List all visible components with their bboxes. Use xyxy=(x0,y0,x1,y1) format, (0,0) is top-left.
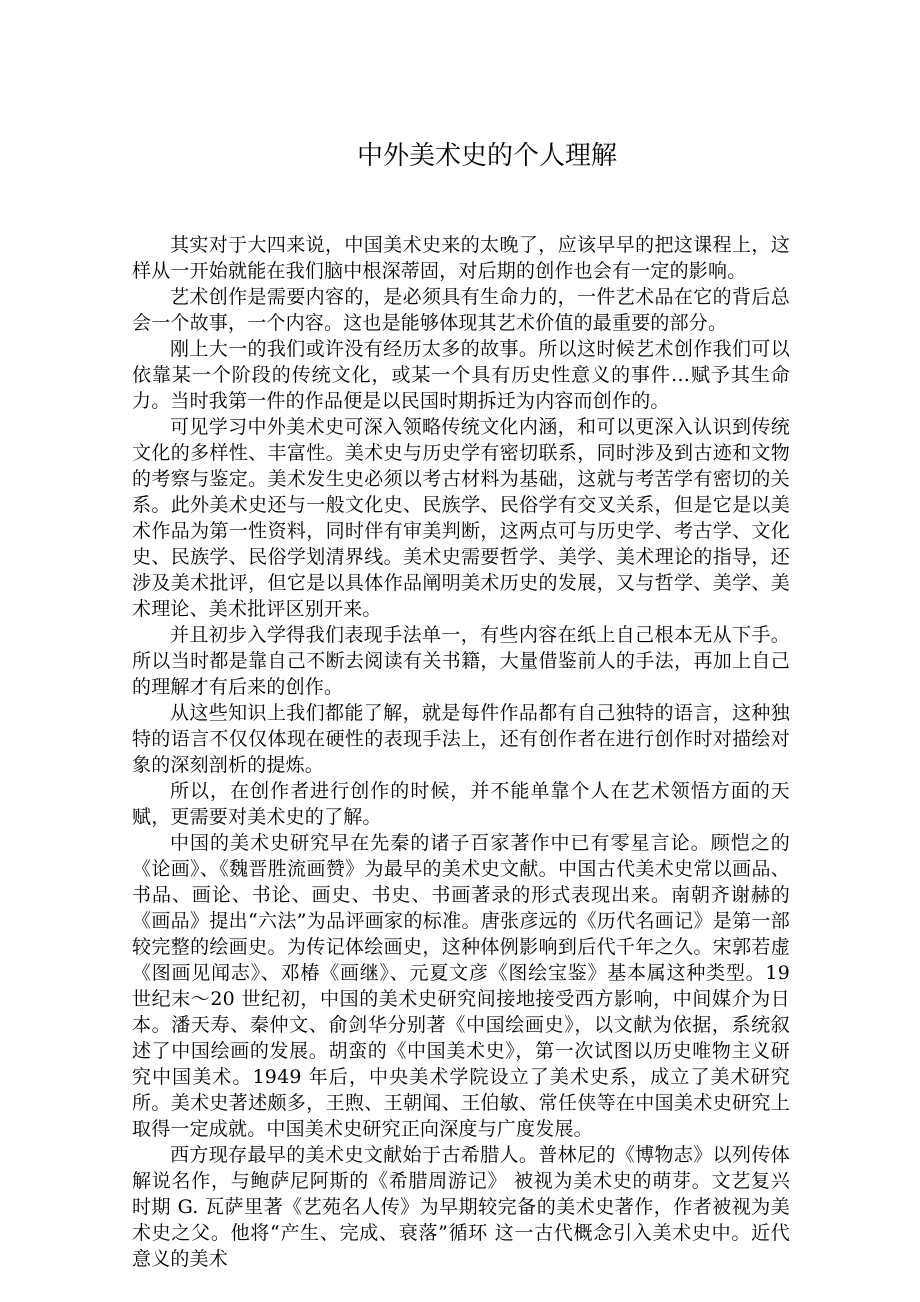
paragraph: 从这些知识上我们都能了解，就是每件作品都有自己独特的语言，这种独特的语言不仅仅体现在硬性的表现手法上，还有创作者在进行创作时对描绘对象的深刻剖析的提炼。 xyxy=(132,702,790,777)
paragraph: 所以，在创作者进行创作的时候，并不能单靠个人在艺术领悟方面的天赋，更需要对美术史的了解。 xyxy=(132,780,790,829)
paragraph: 中国的美术史研究早在先秦的诸子百家著作中已有零星言论。顾恺之的《论画》、《魏晋胜流画赞》为最早的美术史文献。中国古代美术史常以画品、书品、画论、书论、画史、书史、书画著录的形式表现出来。南朝齐谢赫的《画品》提出“六法”为品评画家的标准。唐张彦远的《历代名画记》是第一部较完整的绘画史。为传记体绘画史，这种体例影响到后代千年之久。宋郭若虚《图画见闻志》、邓椿《画继》、元夏文彦《图绘宝鉴》基本属这种类型。19 世纪末～20 世纪初，中国的美术史研究间接地接受西方影响，中间媒介为日本。潘天寿、秦仲文、俞剑华分别著《中国绘画史》，以文献为依据，系统叙述了中国绘画的发展。胡蛮的《中国美术史》，第一次试图以历史唯物主义研究中国美术。1949 年后，中央美术学院设立了美术史系，成立了美术研究所。美术史著述颇多，王煦、王朝闻、王伯敏、常任侠等在中国美术史研究上取得一定成就。中国美术史研究正向深度与广度发展。 xyxy=(132,832,790,1141)
document-title: 中外美术史的个人理解 xyxy=(356,141,617,171)
paragraph: 并且初步入学得我们表现手法单一，有些内容在纸上自己根本无从下手。所以当时都是靠自己不断去阅读有关书籍，大量借鉴前人的手法，再加上自己的理解才有后来的创作。 xyxy=(132,624,790,699)
paragraph: 其实对于大四来说，中国美术史来的太晚了，应该早早的把这课程上，这样从一开始就能在我们脑中根深蒂固，对后期的创作也会有一定的影响。 xyxy=(132,234,790,283)
paragraph: 西方现存最早的美术史文献始于古希腊人。普林尼的《博物志》以列传体解说名作，与鲍萨尼阿斯的《希腊周游记》 被视为美术史的萌芽。文艺复兴时期 G. 瓦萨里著《艺苑名人传》为早期较完备的美术史著作，作者被视为美术史之父。他将“产生、完成、衰落”循环 这一古代概念引入美术史中。近代意义的美术 xyxy=(132,1144,790,1271)
paragraph: 艺术创作是需要内容的，是必须具有生命力的，一件艺术品在它的背后总会一个故事，一个内容。这也是能够体现其艺术价值的最重要的部分。 xyxy=(132,286,790,335)
paragraph: 刚上大一的我们或许没有经历太多的故事。所以这时候艺术创作我们可以依靠某一个阶段的传统文化，或某一个具有历史性意义的事件…赋予其生命力。当时我第一件的作品便是以民国时期拆迁为内容而创作的。 xyxy=(132,338,790,413)
paragraph: 可见学习中外美术史可深入领略传统文化内涵，和可以更深入认识到传统文化的多样性、丰富性。美术史与历史学有密切联系，同时涉及到古迹和文物的考察与鉴定。美术发生史必须以考古材料为基础，这就与考苦学有密切的关系。此外美术史还与一般文化史、民族学、民俗学有交叉关系，但是它是以美术作品为第一性资料，同时伴有审美判断，这两点可与历史学、考古学、文化史、民族学、民俗学划清界线。美术史需要哲学、美学、美术理论的指导，还涉及美术批评，但它是以具体作品阐明美术历史的发展，又与哲学、美学、美术理论、美术批评区别开来。 xyxy=(132,416,790,621)
document-body xyxy=(132,232,790,1272)
